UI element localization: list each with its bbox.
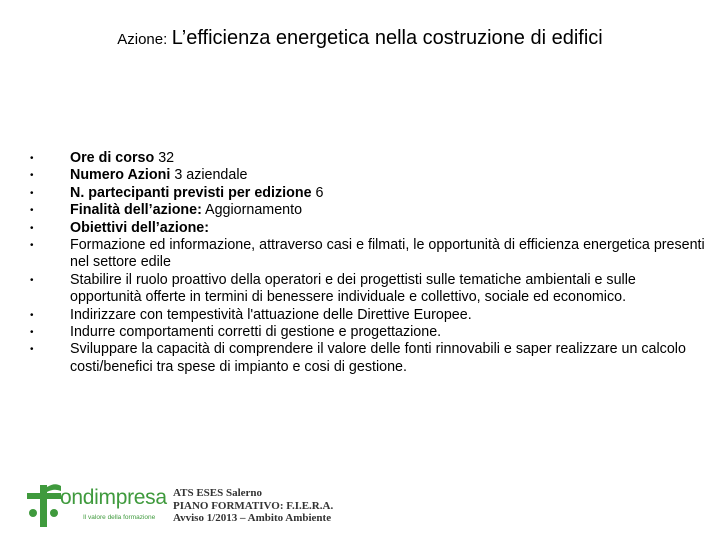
bullet-bold: Finalità dell’azione: [70, 202, 202, 219]
footer [27, 483, 427, 533]
bullet-item [30, 307, 710, 324]
bullet-dot-icon: • [30, 309, 34, 321]
bullet-item [30, 341, 710, 376]
bullet-bold: N. partecipanti previsti per edizione [70, 184, 312, 201]
bullet-dot-icon: • [30, 344, 34, 356]
bullet-text: 6 [311, 184, 324, 201]
bullet-text: Formazione ed informazione, attraverso casi e filmati, le opportunità di efficienza energetica presenti nel settore edile [70, 237, 705, 271]
bullet-dot-icon: • [30, 222, 34, 234]
bullet-list [30, 150, 710, 376]
project-line: PIANO FORMATIVO: F.I.E.R.A. [173, 499, 334, 512]
bullet-item [30, 324, 710, 341]
bullet-item [30, 150, 710, 167]
title-label: Azione: [117, 31, 168, 48]
project-line: Avviso 1/2013 – Ambito Ambiente [173, 512, 332, 524]
fondimpresa-logo [27, 483, 177, 528]
bullet-dot-icon: • [30, 170, 34, 182]
bullet-item [30, 272, 710, 307]
logo-tagline: Il valore della formazione [83, 514, 156, 521]
bullet-text: 32 [154, 150, 175, 166]
project-info [173, 487, 333, 525]
bullet-text: Sviluppare la capacità di comprendere il valore delle fonti rinnovabili e saper realizzare un calcolo costi/benefici tra spese di impianto e cosi di gestione. [70, 341, 686, 375]
title-text: L’efficienza energetica nella costruzione di edifici [171, 27, 603, 49]
bullet-bold: Numero Azioni [70, 167, 171, 184]
logo-text: ondimpresa [60, 486, 167, 509]
bullet-text: Indirizzare con tempestività l'attuazione delle Direttive Europee. [70, 306, 472, 323]
bullet-dot-icon: • [30, 274, 34, 286]
bullet-dot-icon: • [30, 240, 34, 252]
bullet-item [30, 202, 710, 219]
bullet-item [30, 167, 710, 184]
bullet-text: Aggiornamento [201, 202, 303, 219]
bullet-dot-icon: • [30, 327, 34, 339]
bullet-item [30, 185, 710, 202]
slide-title [0, 27, 720, 50]
bullet-bold: Obiettivi dell’azione: [70, 219, 210, 236]
bullet-text: Stabilire il ruolo proattivo della operatori e dei progettisti sulle tematiche ambientali e sulle opportunità offerte in termini di benessere individuale e collettivo, sociale ed economico. [70, 271, 636, 306]
bullet-dot-icon: • [30, 153, 34, 164]
bullet-item [30, 220, 710, 237]
project-line: ATS ESES Salerno [173, 487, 263, 499]
bullet-text: Indurre comportamenti corretti di gestione e progettazione. [70, 324, 442, 341]
bullet-text: 3 aziendale [170, 167, 248, 184]
bullet-dot-icon: • [30, 205, 34, 217]
bullet-dot-icon: • [30, 187, 34, 199]
fondimpresa-mark-icon [27, 483, 63, 527]
bullet-item [30, 237, 710, 272]
bullet-bold: Ore di corso [70, 150, 155, 166]
